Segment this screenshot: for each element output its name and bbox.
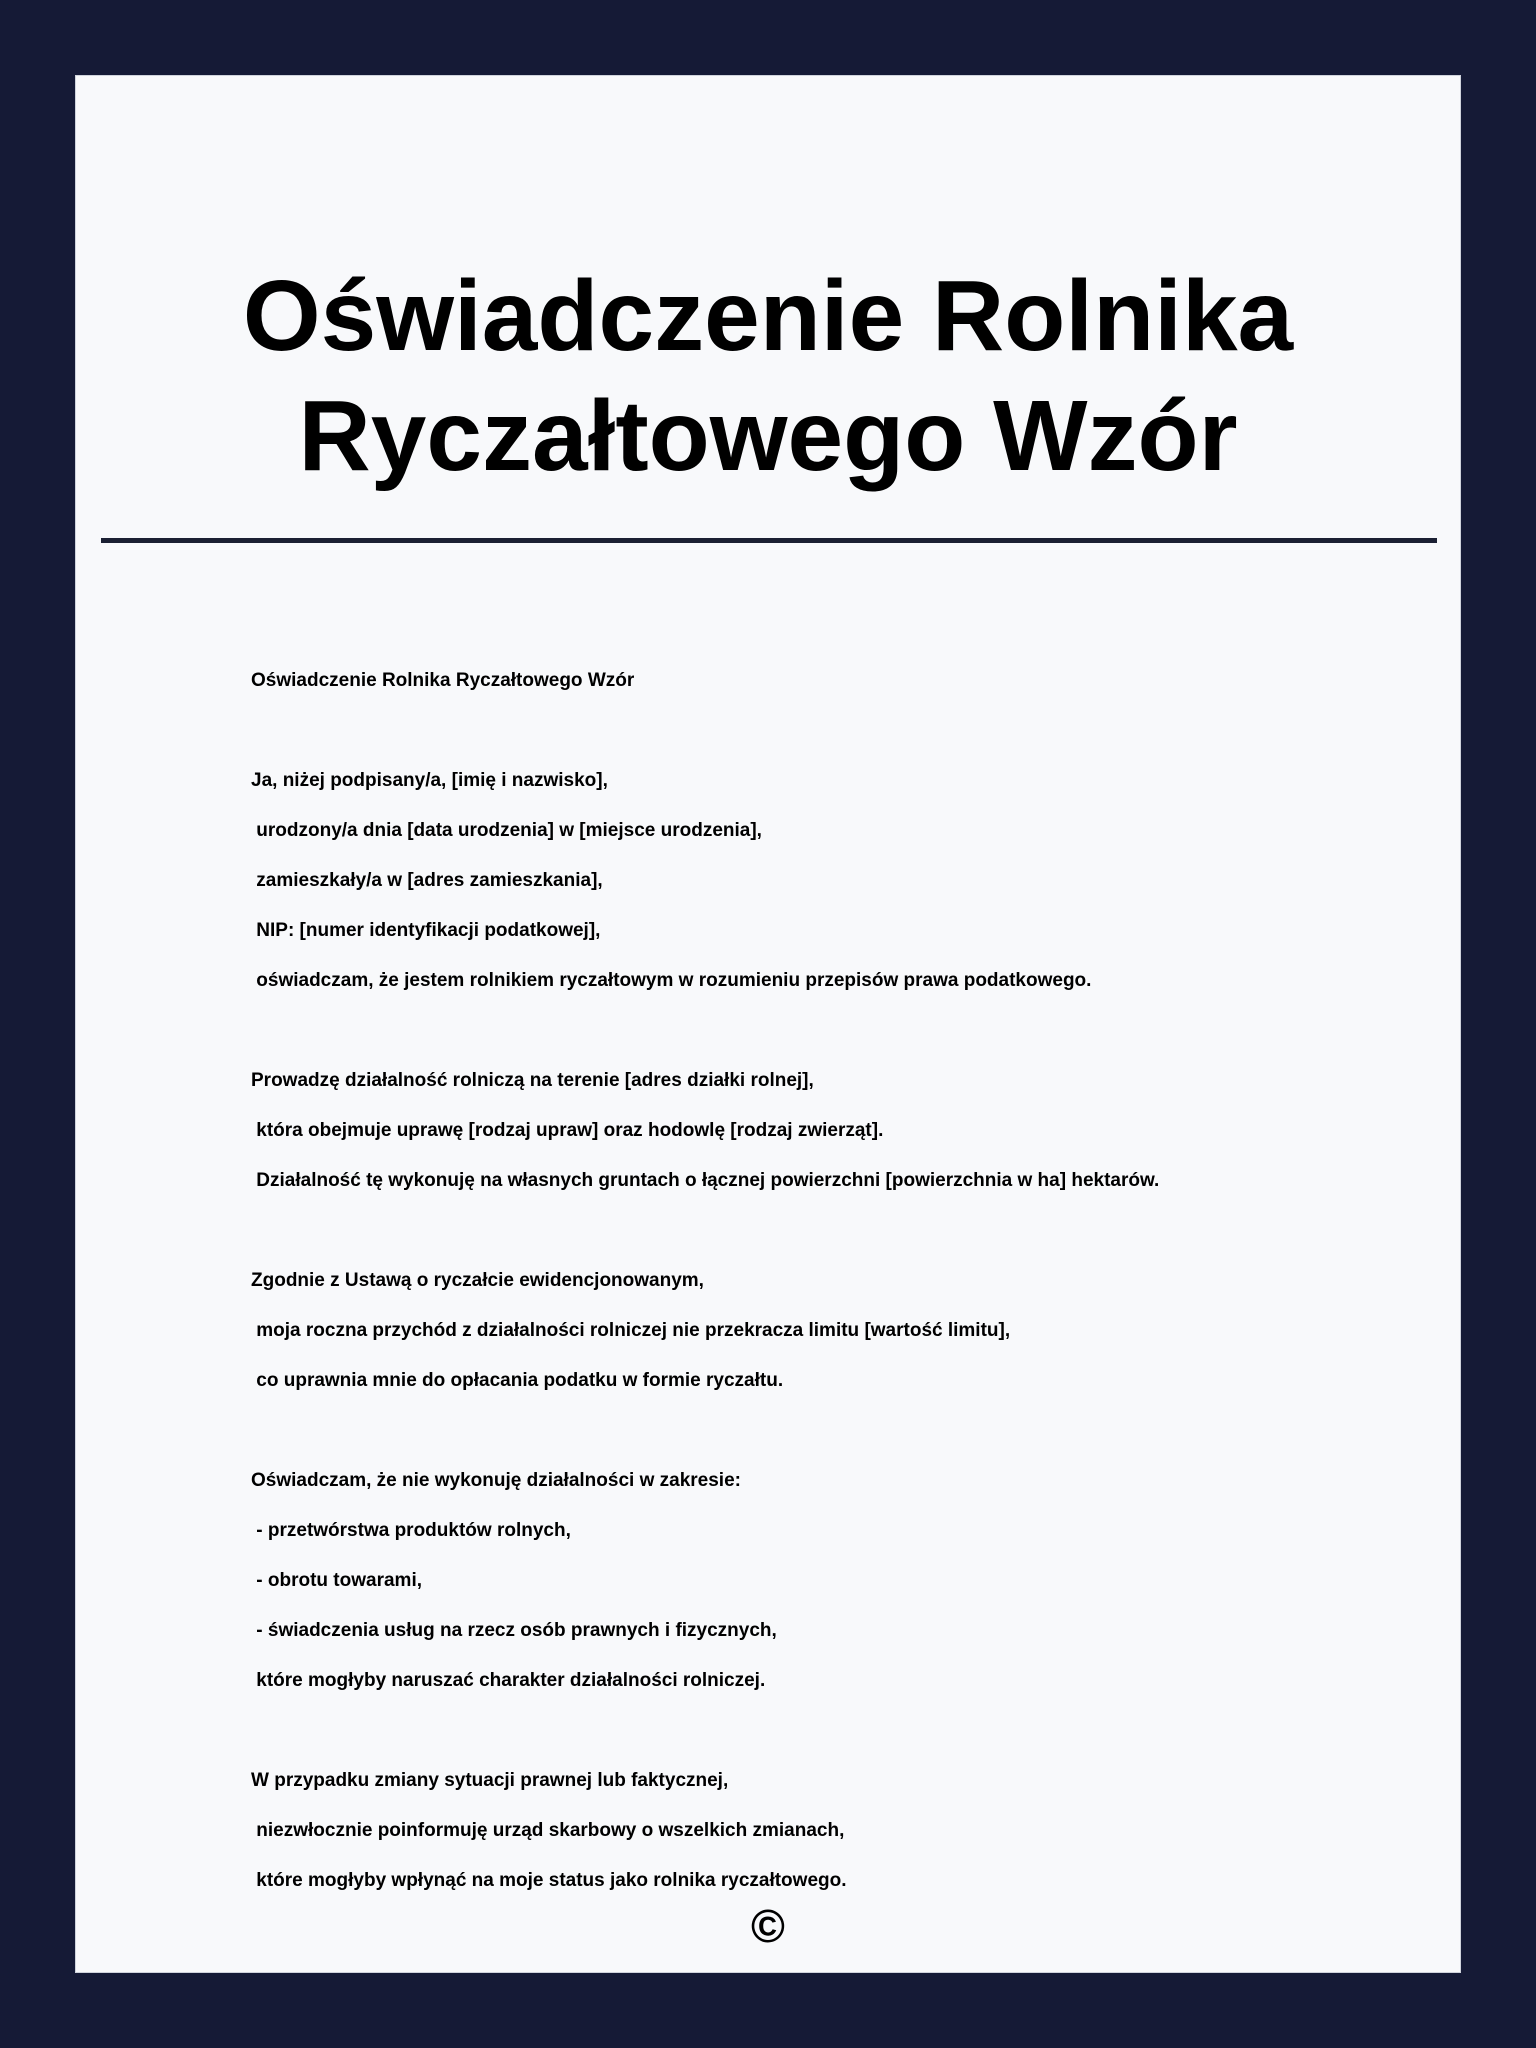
document-body: [251, 656, 1351, 1906]
body-line: - obrotu towarami,: [251, 1570, 422, 1591]
body-line: zamieszkały/a w [adres zamieszkania],: [251, 870, 603, 891]
body-line: oświadczam, że jestem rolnikiem ryczałtowym w rozumieniu przepisów prawa podatkowego.: [251, 970, 1092, 991]
body-line: co uprawnia mnie do opłacania podatku w formie ryczałtu.: [251, 1370, 784, 1391]
body-line: Ja, niżej podpisany/a, [imię i nazwisko],: [251, 770, 608, 791]
document-page: [75, 75, 1461, 1973]
body-line: NIP: [numer identyfikacji podatkowej],: [251, 920, 601, 941]
body-line: która obejmuje uprawę [rodzaj upraw] oraz hodowlę [rodzaj zwierząt].: [251, 1120, 884, 1141]
title-divider: [101, 538, 1437, 543]
body-line: niezwłocznie poinformuję urząd skarbowy o wszelkich zmianach,: [251, 1820, 845, 1841]
body-line: urodzony/a dnia [data urodzenia] w [miejsce urodzenia],: [251, 820, 762, 841]
body-line: które mogłyby wpłynąć na moje status jako rolnika ryczałtowego.: [251, 1870, 847, 1891]
body-line: Prowadzę działalność rolniczą na terenie [adres działki rolnej],: [251, 1070, 814, 1091]
body-line: [251, 1406, 1351, 1456]
body-line: [251, 1706, 1351, 1756]
body-line: [251, 1206, 1351, 1256]
document-title: [76, 256, 1460, 496]
body-line: Oświadczenie Rolnika Ryczałtowego Wzór: [251, 670, 635, 691]
body-line: W przypadku zmiany sytuacji prawnej lub faktycznej,: [251, 1770, 729, 1791]
body-line: które mogłyby naruszać charakter działalności rolniczej.: [251, 1670, 766, 1691]
copyright-icon: ©: [751, 1900, 785, 1952]
title-line-1: Oświadczenie Rolnika: [242, 260, 1294, 372]
body-line: Zgodnie z Ustawą o ryczałcie ewidencjonowanym,: [251, 1270, 704, 1291]
body-line: [251, 1006, 1351, 1056]
body-line: Oświadczam, że nie wykonuję działalności w zakresie:: [251, 1470, 741, 1491]
title-line-2: Ryczałtowego Wzór: [298, 380, 1238, 492]
body-line: [251, 706, 1351, 756]
body-line: moja roczna przychód z działalności rolniczej nie przekracza limitu [wartość limitu],: [251, 1320, 1011, 1341]
body-line: Działalność tę wykonuję na własnych gruntach o łącznej powierzchni [powierzchnia w ha] hektarów.: [251, 1170, 1160, 1191]
body-line: - przetwórstwa produktów rolnych,: [251, 1520, 571, 1541]
body-line: - świadczenia usług na rzecz osób prawnych i fizycznych,: [251, 1620, 777, 1641]
